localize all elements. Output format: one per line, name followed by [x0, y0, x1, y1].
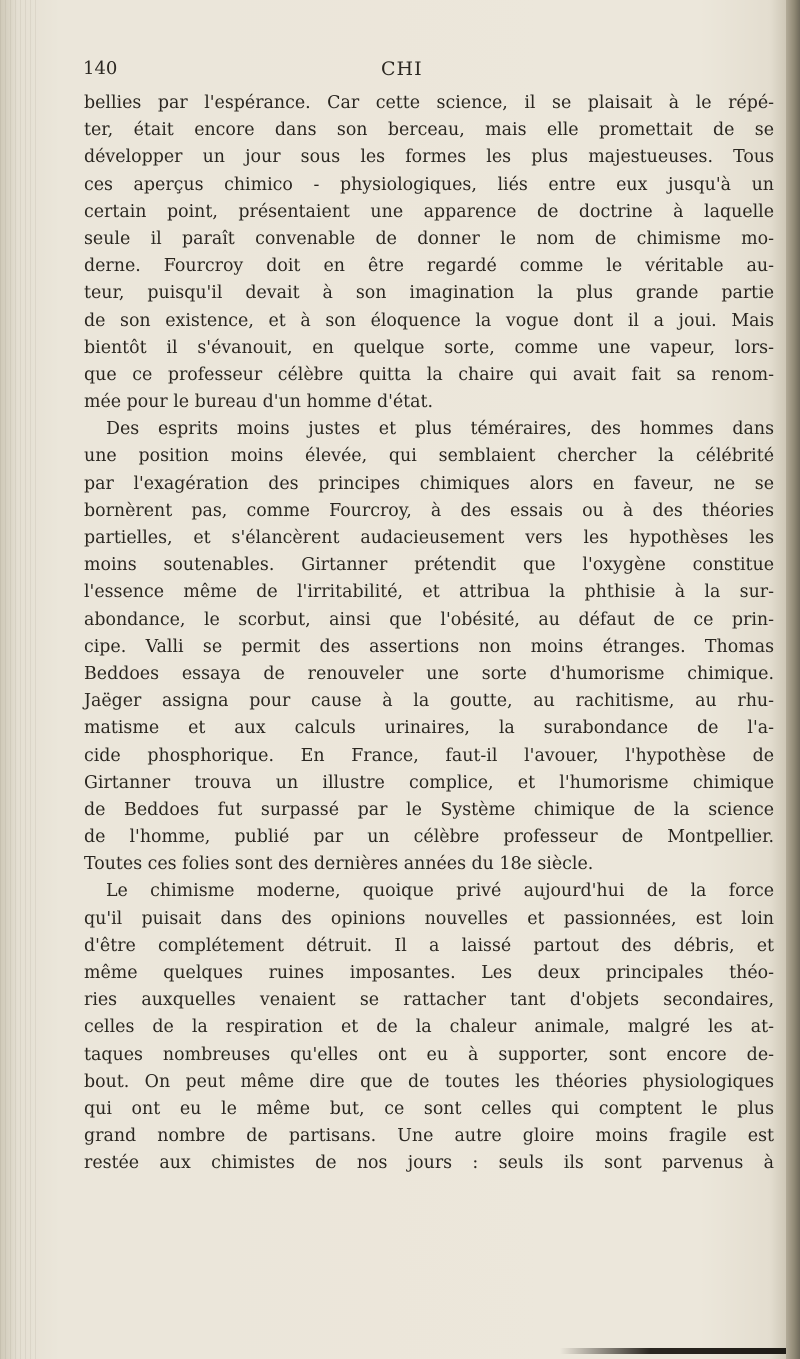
page-edge-shadow	[786, 0, 800, 1359]
text-line: abondance, le scorbut, ainsi que l'obésité, au défaut de ce prin-	[84, 609, 774, 630]
text-line: qu'il puisait dans des opinions nouvelles et passionnées, est loin	[84, 908, 774, 929]
text-line: matisme et aux calculs urinaires, la surabondance de l'a-	[84, 718, 774, 739]
text-line: Girtanner trouva un illustre complice, et l'humorisme chimique	[84, 772, 774, 793]
text-line: celles de la respiration et de la chaleur animale, malgré les at-	[84, 1017, 774, 1038]
text-line: teur, puisqu'il devait à son imagination la plus grande partie	[84, 283, 774, 304]
text-line: Des esprits moins justes et plus téméraires, des hommes dans	[106, 419, 774, 440]
text-line: moins soutenables. Girtanner prétendit que l'oxygène constitue	[84, 555, 774, 576]
page-number: 140	[83, 58, 118, 79]
text-line: taques nombreuses qu'elles ont eu à supporter, sont encore de-	[84, 1044, 774, 1065]
text-line: par l'exagération des principes chimiques alors en faveur, ne se	[84, 473, 774, 494]
text-line: développer un jour sous les formes les plus majestueuses. Tous	[84, 147, 774, 168]
running-head-title: CHI	[381, 58, 423, 80]
text-line: cide phosphorique. En France, faut-il l'avouer, l'hypothèse de	[84, 745, 774, 766]
text-line: bellies par l'espérance. Car cette science, il se plaisait à le répé-	[84, 93, 774, 113]
text-line: de son existence, et à son éloquence la vogue dont il a joui. Mais	[84, 310, 774, 331]
text-line: l'essence même de l'irritabilité, et attribua la phthisie à la sur-	[84, 582, 774, 603]
page-bottom-edge	[560, 1348, 786, 1354]
running-head	[83, 58, 773, 88]
text-line: de l'homme, publié par un célèbre professeur de Montpellier.	[84, 827, 774, 848]
text-line: Toutes ces folies sont des dernières années du 18e siècle.	[84, 854, 594, 875]
text-line: mée pour le bureau d'un homme d'état.	[84, 392, 434, 413]
text-line: seule il paraît convenable de donner le nom de chimisme mo-	[84, 228, 774, 249]
text-line: bientôt il s'évanouit, en quelque sorte, comme une vapeur, lors-	[84, 337, 774, 358]
text-line: Beddoes essaya de renouveler une sorte d'humorisme chimique.	[84, 663, 774, 684]
text-line: partielles, et s'élancèrent audacieusement vers les hypothèses les	[84, 528, 774, 548]
text-line: bornèrent pas, comme Fourcroy, à des essais ou à des théories	[84, 500, 774, 521]
body-text	[84, 90, 774, 1178]
text-line: restée aux chimistes de nos jours : seuls ils sont parvenus à	[84, 1153, 774, 1174]
text-line: d'être complétement détruit. Il a laissé partout des débris, et	[84, 935, 774, 956]
text-line: bout. On peut même dire que de toutes les théories physiologiques	[84, 1071, 774, 1092]
text-line: que ce professeur célèbre quitta la chaire qui avait fait sa renom-	[84, 364, 774, 385]
paragraph-3	[84, 878, 774, 1177]
text-line: ries auxquelles venaient se rattacher tant d'objets secondaires,	[84, 990, 774, 1011]
paragraph-1	[84, 90, 774, 416]
text-line: une position moins élevée, qui semblaient chercher la célébrité	[84, 446, 774, 467]
text-line: Le chimisme moderne, quoique privé aujourd'hui de la force	[106, 881, 774, 902]
text-line: ces aperçus chimico - physiologiques, liés entre eux jusqu'à un	[84, 174, 774, 195]
text-line: même quelques ruines imposantes. Les deux principales théo-	[84, 963, 774, 983]
text-line: ter, était encore dans son berceau, mais elle promettait de se	[84, 120, 774, 141]
text-line: qui ont eu le même but, ce sont celles qui comptent le plus	[84, 1098, 774, 1119]
text-line: de Beddoes fut surpassé par le Système chimique de la science	[84, 799, 774, 820]
text-line: cipe. Valli se permit des assertions non moins étranges. Thomas	[84, 636, 774, 657]
text-line: grand nombre de partisans. Une autre gloire moins fragile est	[84, 1126, 774, 1147]
text-line: certain point, présentaient une apparence de doctrine à laquelle	[84, 201, 774, 222]
text-line: derne. Fourcroy doit en être regardé comme le véritable au-	[84, 256, 774, 277]
paragraph-2	[84, 416, 774, 878]
text-line: Jaëger assigna pour cause à la goutte, au rachitisme, au rhu-	[84, 691, 774, 712]
page-gutter-shadow	[0, 0, 40, 1359]
